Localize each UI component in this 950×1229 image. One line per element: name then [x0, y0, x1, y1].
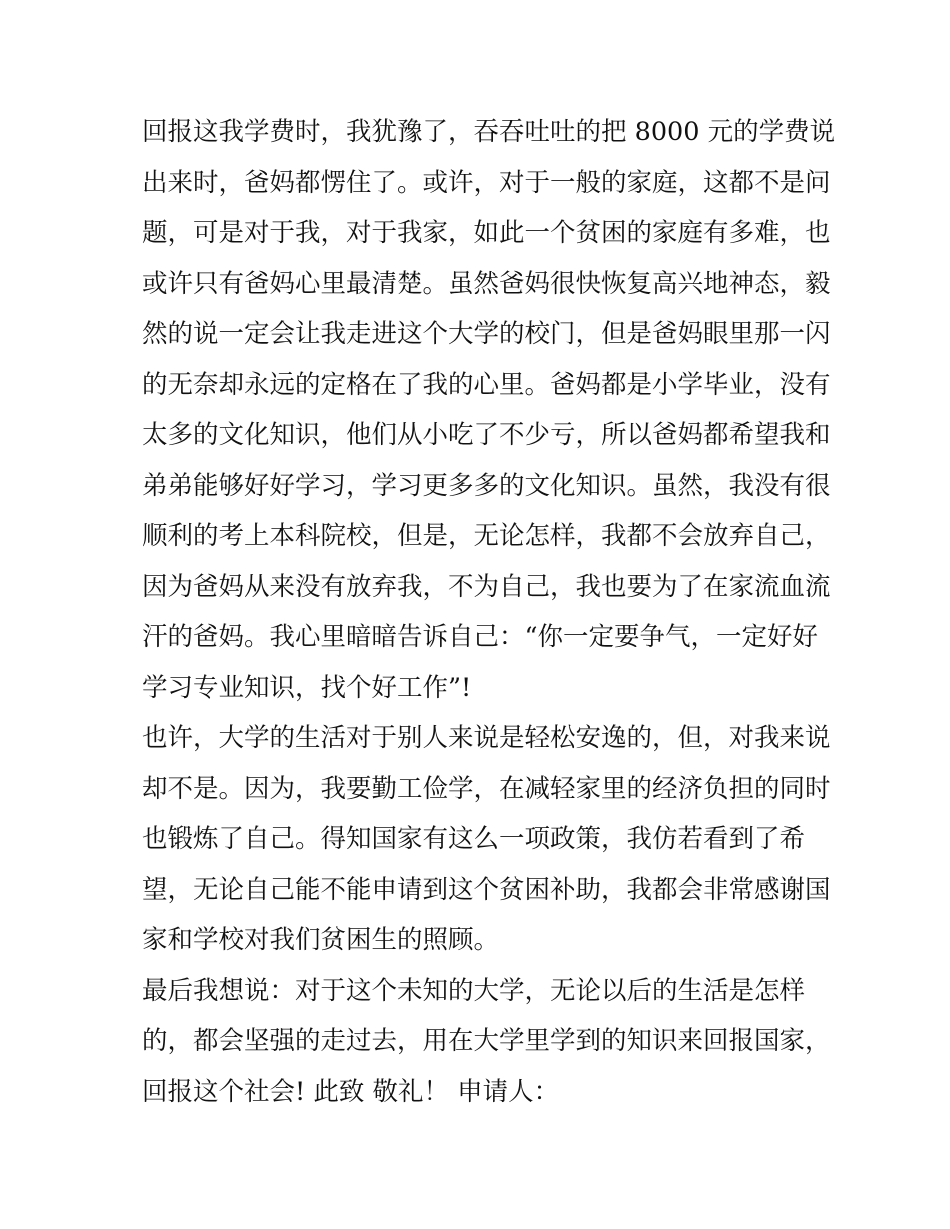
- text-line-19: 的，都会坚强的走过去，用在大学里学到的知识来回报国家，: [142, 1026, 831, 1056]
- text-line-6: 的无奈却永远的定格在了我的心里。爸妈都是小学毕业，没有: [142, 369, 831, 400]
- text-line-11: 汗的爸妈。我心里暗暗告诉自己：“你一定要争气，一定好好: [142, 622, 819, 652]
- text-line-8: 弟弟能够好好学习，学习更多多的文化知识。虽然，我没有很: [142, 470, 831, 501]
- text-line-10: 因为爸妈从来没有放弃我，不为自己，我也要为了在家流血流: [142, 571, 831, 602]
- text-line-2: 出来时，爸妈都愣住了。或许，对于一般的家庭，这都不是问: [142, 167, 831, 198]
- text-line-15: 也锻炼了自己。得知国家有这么一项政策，我仿若看到了希: [142, 824, 806, 854]
- text-line-14: 却不是。因为，我要勤工俭学，在减轻家里的经济负担的同时: [142, 773, 831, 804]
- text-line-3: 题，可是对于我，对于我家，如此一个贫困的家庭有多难，也: [142, 218, 831, 248]
- document-body: [142, 107, 836, 1117]
- text-line-20: 回报这个社会! 此致 敬礼！ 申请人：: [142, 1076, 560, 1107]
- text-line-12: 学习专业知识，找个好工作”!: [142, 672, 472, 703]
- text-line-5: 然的说一定会让我走进这个大学的校门，但是爸妈眼里那一闪: [142, 319, 831, 349]
- text-line-18: 最后我想说：对于这个未知的大学，无论以后的生活是怎样: [142, 975, 806, 1006]
- text-line-16: 望，无论自己能不能申请到这个贫困补助，我都会非常感谢国: [142, 874, 831, 905]
- text-line-9: 顺利的考上本科院校，但是，无论怎样，我都不会放弃自己，: [142, 521, 831, 551]
- text-line-13: 也许，大学的生活对于别人来说是轻松安逸的，但，对我来说: [142, 723, 831, 753]
- text-line-4: 或许只有爸妈心里最清楚。虽然爸妈很快恢复高兴地神态，毅: [142, 268, 831, 299]
- text-line-17: 家和学校对我们贫困生的照顾。: [142, 925, 500, 955]
- text-line-1: 回报这我学费时，我犹豫了，吞吞吐吐的把 8000 元的学费说: [142, 117, 836, 147]
- text-line-7: 太多的文化知识，他们从小吃了不少亏，所以爸妈都希望我和: [142, 420, 831, 450]
